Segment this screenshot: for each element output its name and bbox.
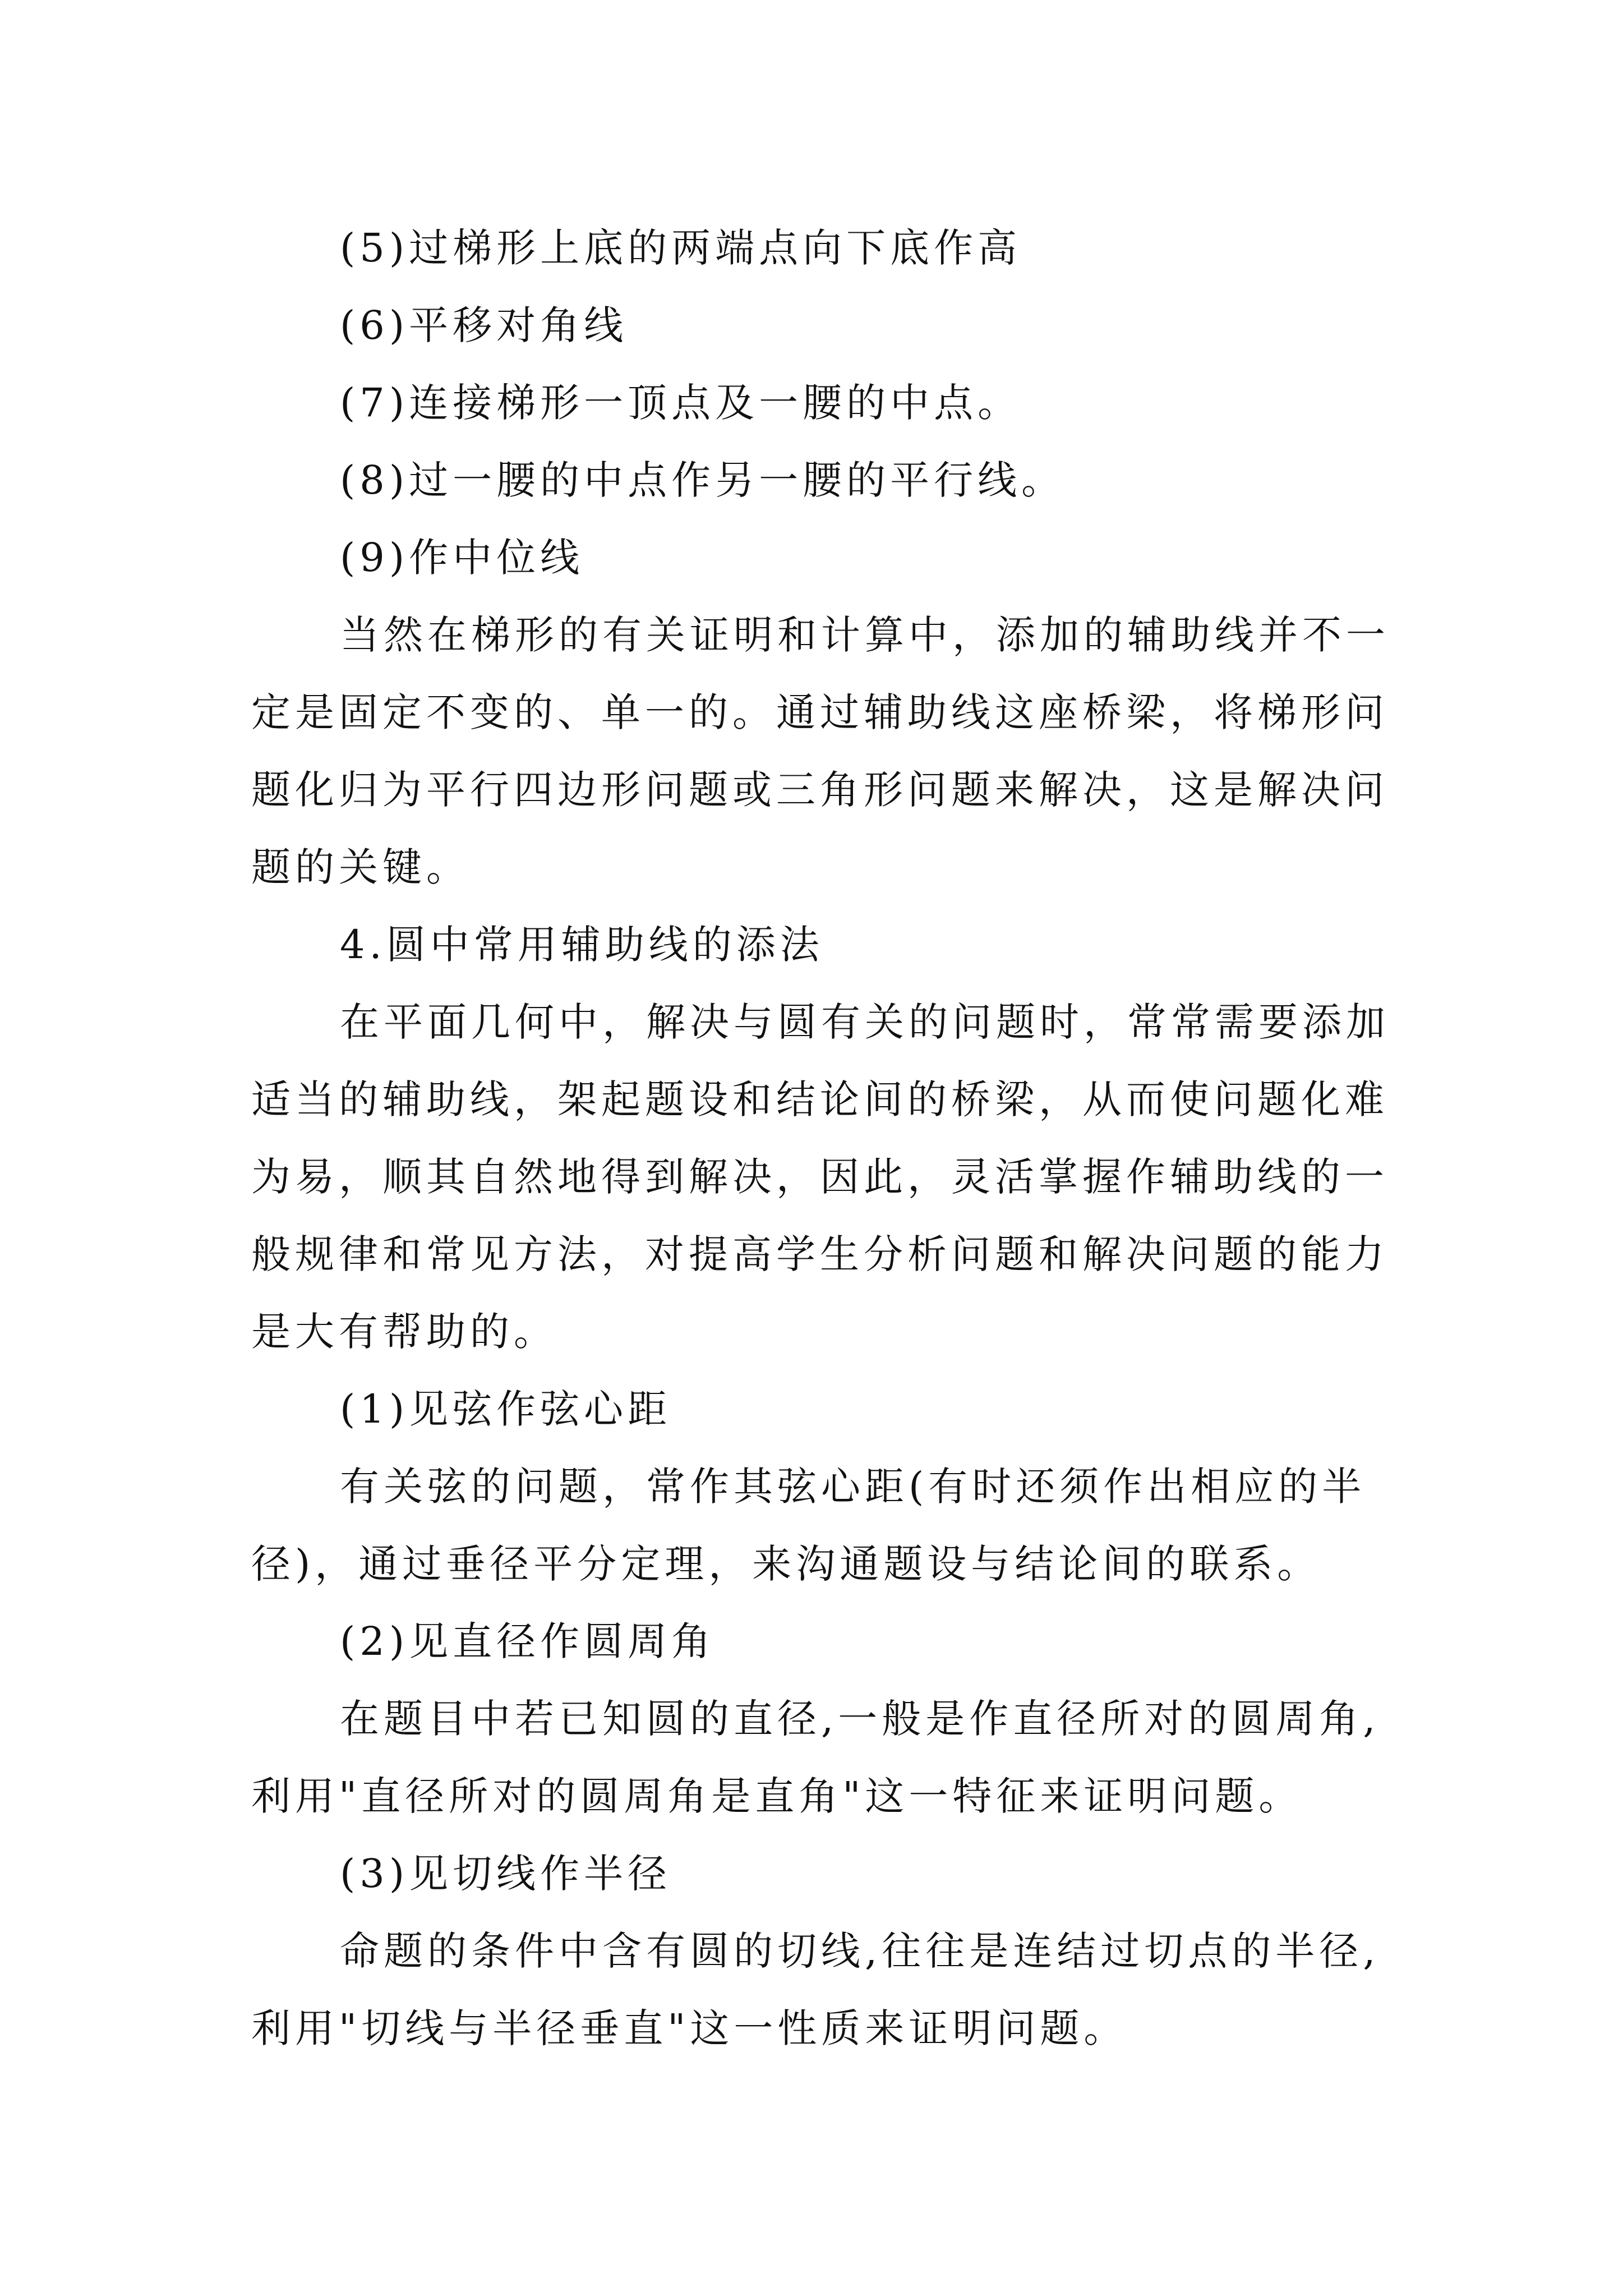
text-line: 定是固定不变的、单一的。通过辅助线这座桥梁，将梯形问 bbox=[251, 689, 1389, 735]
text-line: 是大有帮助的。 bbox=[251, 1309, 557, 1355]
text-line: (9)作中位线 bbox=[340, 535, 584, 581]
text-line: 般规律和常见方法，对提高学生分析问题和解决问题的能力 bbox=[251, 1231, 1389, 1277]
document-body bbox=[251, 213, 1395, 2071]
text-line: (8)过一腰的中点作另一腰的平行线。 bbox=[340, 457, 1066, 503]
text-line: (7)连接梯形一顶点及一腰的中点。 bbox=[340, 380, 1022, 426]
text-line: 利用"切线与半径垂直"这一性质来证明问题。 bbox=[251, 2005, 1128, 2051]
text-line: 4.圆中常用辅助线的添法 bbox=[340, 922, 824, 968]
text-line: 命题的条件中含有圆的切线,往往是连结过切点的半径, bbox=[340, 1928, 1380, 1974]
text-line: (1)见弦作弦心距 bbox=[340, 1386, 672, 1432]
text-line: 题化归为平行四边形问题或三角形问题来解决，这是解决问 bbox=[251, 767, 1389, 813]
text-line: 为易，顺其自然地得到解决，因此，灵活掌握作辅助线的一 bbox=[251, 1154, 1389, 1200]
text-line: 适当的辅助线，架起题设和结论间的桥梁，从而使问题化难 bbox=[251, 1076, 1389, 1122]
text-line: (3)见切线作半径 bbox=[340, 1851, 672, 1897]
text-line: 利用"直径所对的圆周角是直角"这一特征来证明问题。 bbox=[251, 1773, 1303, 1819]
text-line: (5)过梯形上底的两端点向下底作高 bbox=[340, 225, 1022, 271]
text-line: 当然在梯形的有关证明和计算中，添加的辅助线并不一 bbox=[340, 612, 1390, 658]
text-line: (2)见直径作圆周角 bbox=[340, 1618, 716, 1664]
text-line: 有关弦的问题，常作其弦心距(有时还须作出相应的半 bbox=[340, 1464, 1366, 1510]
text-line: (6)平移对角线 bbox=[340, 302, 628, 348]
text-line: 径)，通过垂径平分定理，来沟通题设与结论间的联系。 bbox=[251, 1541, 1321, 1587]
text-line: 在平面几何中，解决与圆有关的问题时，常常需要添加 bbox=[340, 999, 1390, 1045]
text-line: 在题目中若已知圆的直径,一般是作直径所对的圆周角, bbox=[340, 1696, 1380, 1742]
text-line: 题的关键。 bbox=[251, 844, 470, 890]
